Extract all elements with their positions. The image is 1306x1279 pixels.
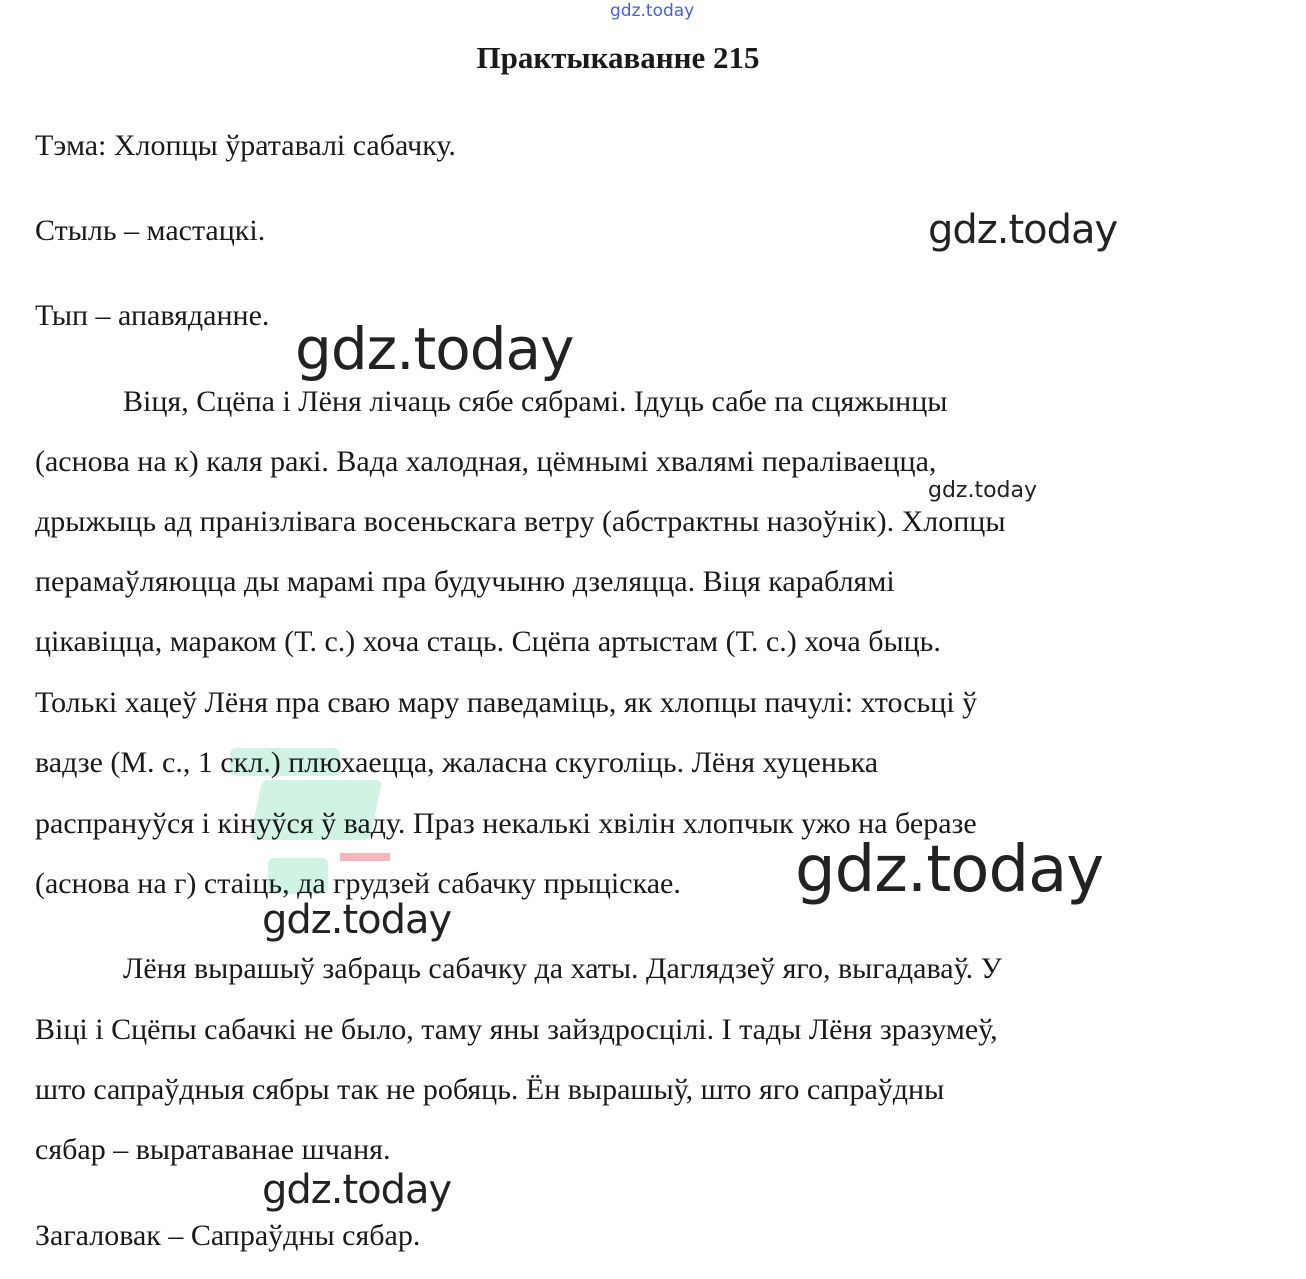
watermark: gdz.today: [928, 478, 1038, 503]
watermark: gdz.today: [795, 833, 1104, 907]
watermark: gdz.today: [295, 315, 574, 383]
text-line: вадзе (М. с., 1 скл.) плюхаецца, жаласна скуголіць. Лёня хуценька: [35, 746, 879, 779]
text-line: (аснова на г) стаіць, да грудзей сабачку прыціскае.: [35, 867, 681, 900]
watermark: gdz.today: [262, 1167, 452, 1213]
text-line: цікавіцца, мараком (Т. с.) хоча стаць. Сцёпа артыстам (Т. с.) хоча быць.: [35, 625, 941, 658]
text-line: Віця, Сцёпа і Лёня лічаць сябе сябрамі. Ідуць сабе па сцяжынцы: [123, 385, 948, 418]
theme-line: Тэма: Хлопцы ўратавалі сабачку.: [35, 129, 456, 162]
red-highlight-mark: [340, 853, 390, 861]
text-line: дрыжыць ад пранізлівага восеньскага ветру (абстрактны назоўнік). Хлопцы: [35, 505, 1006, 538]
page-title: Практыкаванне 215: [476, 40, 760, 75]
type-line: Тып – апавяданне.: [35, 299, 270, 332]
watermark: gdz.today: [610, 1, 695, 21]
heading-line: Загаловак – Сапраўдны сябар.: [35, 1219, 421, 1252]
watermark: gdz.today: [928, 207, 1118, 253]
text-line: Віці і Сцёпы сабачкі не было, таму яны зайздросцілі. І тады Лёня зразумеў,: [35, 1013, 998, 1046]
text-line: (аснова на к) каля ракі. Вада халодная, цёмнымі хвалямі пераліваецца,: [35, 445, 937, 478]
text-line: што сапраўдныя сябры так не робяць. Ён вырашыў, што яго сапраўдны: [35, 1073, 945, 1106]
text-line: перамаўляюцца ды марамі пра будучыню дзеляцца. Віця караблямі: [35, 565, 895, 598]
style-line: Стыль – мастацкі.: [35, 214, 266, 247]
text-line: распрануўся і кінуўся ў ваду. Праз некалькі хвілін хлопчык ужо на беразе: [35, 807, 977, 840]
watermark: gdz.today: [262, 897, 452, 943]
text-line: Толькі хацеў Лёня пра сваю мару паведаміць, як хлопцы пачулі: хтосьці ў: [35, 686, 978, 719]
text-line: Лёня вырашыў забраць сабачку да хаты. Даглядзеў яго, выгадаваў. У: [123, 952, 1002, 985]
text-line: сябар – выратаванае шчаня.: [35, 1133, 391, 1166]
